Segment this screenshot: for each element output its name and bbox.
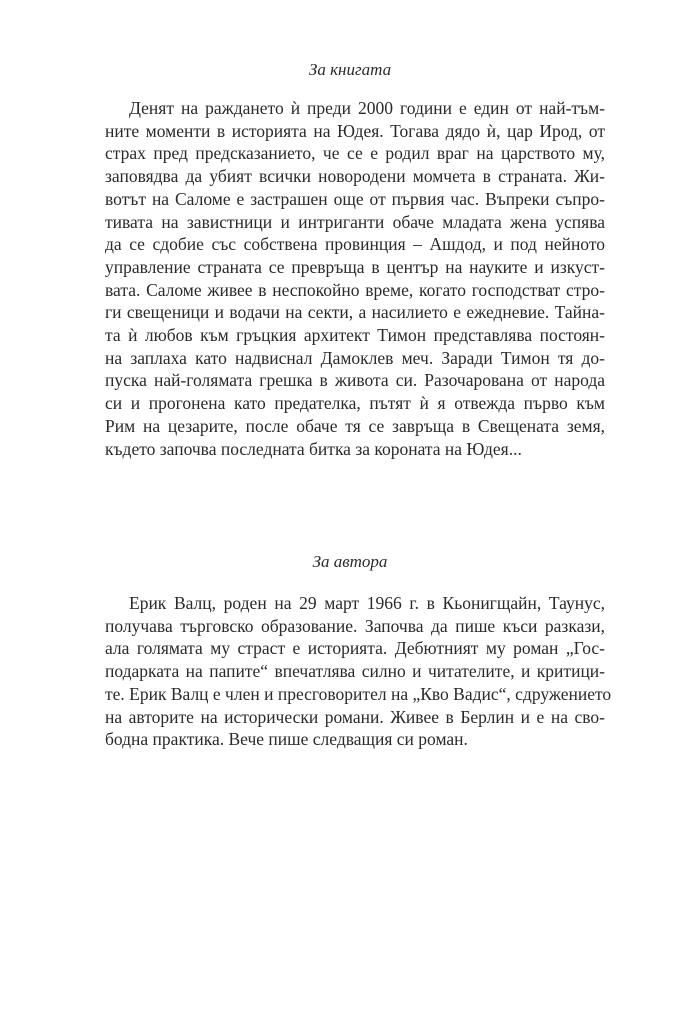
book-description-line: Денят на раждането ѝ преди 2000 години е един от най-тъм- (129, 98, 605, 118)
book-description-line: на заплаха като надвиснал Дамоклев меч. Заради Тимон тя до- (105, 347, 605, 368)
author-bio-line: получава търговско образование. Започва да пише къси разкази, (105, 615, 605, 636)
author-bio-line: Ерик Валц, роден на 29 март 1966 г. в Кьонигщайн, Таунус, (129, 593, 605, 613)
book-description (105, 97, 605, 460)
book-description-line: управление страната се превръща в център на науките и изкуст- (105, 256, 605, 277)
author-bio-line: те. Ерик Валц е член и пресговорител на „Кво Вадис“, сдружението (105, 683, 612, 704)
book-description-line: вата. Саломе живее в неспокойно време, когато господстват стро- (105, 279, 605, 300)
book-description-line: страх пред предсказанието, че се е родил враг на царството му, (105, 143, 605, 164)
book-description-line: пуска най-голямата грешка в живота си. Разочарована от народа (105, 370, 605, 391)
author-section-title: За автора (312, 552, 388, 571)
author-bio-line: подарката на папите“ впечатлява силно и читателите, и критици- (105, 661, 605, 682)
author-bio-line: бодна практика. Вече пише следващия си роман. (105, 729, 468, 750)
author-bio-line: ала голямата му страст е историята. Дебютният му роман „Гос- (105, 638, 605, 659)
author-bio (105, 592, 612, 751)
book-description-line: вотът на Саломе е застрашен още от първия час. Въпреки съпро- (105, 188, 605, 209)
book-description-line: ните моменти в историята на Юдея. Тогава дядо ѝ, цар Ирод, от (105, 120, 605, 141)
book-description-line: да се сдобие със собствена провинция – Ашдод, и под нейното (105, 234, 605, 255)
book-section-title: За книгата (308, 60, 392, 79)
book-description-line: си и прогонена като предателка, пътят ѝ я отвежда първо към (105, 393, 605, 414)
book-description-line: ги свещеници и водачи на секти, а насилието е ежедневие. Тайна- (105, 302, 605, 323)
book-description-line: заповядва да убият всички новородени момчета в страната. Жи- (105, 166, 605, 187)
book-description-line: та ѝ любов към гръцкия архитект Тимон представлява постоян- (105, 325, 605, 346)
book-description-line: където започва последната битка за короната на Юдея... (105, 438, 522, 459)
book-description-line: тивата на завистници и интриганти обаче младата жена успява (105, 211, 605, 232)
author-bio-line: на авторите на исторически романи. Живее в Берлин и е на сво- (105, 706, 605, 727)
book-description-line: Рим на цезарите, после обаче тя се завръща в Свещената земя, (105, 415, 605, 436)
